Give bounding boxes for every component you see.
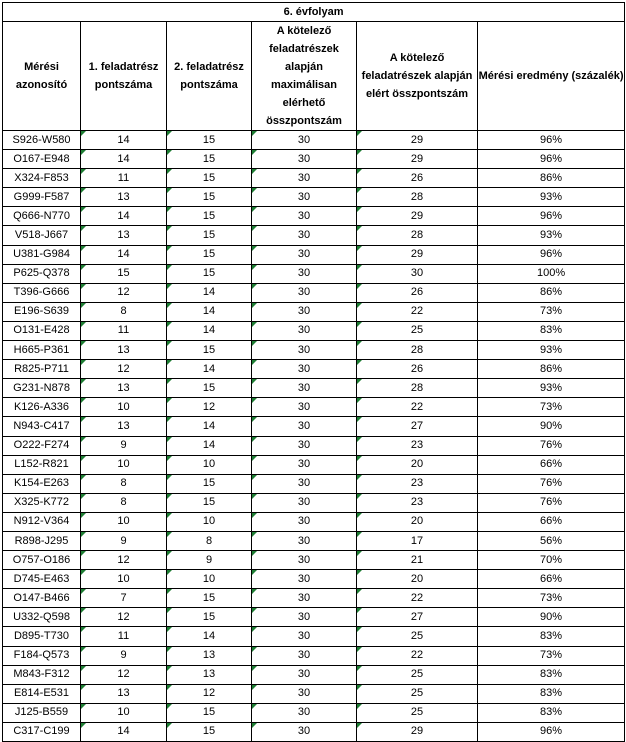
measurement-id-cell[interactable]: K154-E263: [3, 474, 81, 493]
achieved-score-cell[interactable]: 29: [357, 722, 478, 741]
measurement-id-cell[interactable]: D895-T730: [3, 627, 81, 646]
table-row[interactable]: [3, 589, 625, 608]
part2-score-cell[interactable]: 15: [167, 150, 252, 169]
part2-score-cell[interactable]: 8: [167, 531, 252, 550]
part1-score-cell[interactable]: 10: [81, 398, 167, 417]
table-row[interactable]: [3, 455, 625, 474]
achieved-score-cell[interactable]: 28: [357, 341, 478, 360]
achieved-score-cell[interactable]: 29: [357, 150, 478, 169]
achieved-score-cell[interactable]: 21: [357, 551, 478, 570]
result-percent-cell[interactable]: 86%: [478, 360, 625, 379]
part1-score-cell[interactable]: 10: [81, 703, 167, 722]
title-row: [3, 3, 625, 22]
part2-score-cell[interactable]: 13: [167, 665, 252, 684]
result-percent-cell[interactable]: 90%: [478, 417, 625, 436]
part2-score-cell[interactable]: 14: [167, 302, 252, 321]
part2-score-cell[interactable]: 10: [167, 512, 252, 531]
result-percent-cell[interactable]: 86%: [478, 169, 625, 188]
part2-score-cell[interactable]: 15: [167, 608, 252, 627]
measurement-id-cell[interactable]: U332-Q598: [3, 608, 81, 627]
part2-score-cell[interactable]: 15: [167, 474, 252, 493]
result-percent-cell[interactable]: 93%: [478, 226, 625, 245]
table-row[interactable]: [3, 226, 625, 245]
table-body: [3, 131, 625, 742]
achieved-score-cell[interactable]: 22: [357, 646, 478, 665]
measurement-id-cell[interactable]: X324-F853: [3, 169, 81, 188]
part2-score-cell[interactable]: 12: [167, 398, 252, 417]
table-row[interactable]: [3, 283, 625, 302]
table-row[interactable]: [3, 417, 625, 436]
table-row[interactable]: [3, 608, 625, 627]
table-row[interactable]: [3, 360, 625, 379]
part1-score-cell[interactable]: 14: [81, 722, 167, 741]
part1-score-cell[interactable]: 13: [81, 341, 167, 360]
header-row: [3, 22, 625, 131]
part1-score-cell[interactable]: 13: [81, 379, 167, 398]
measurement-id-cell[interactable]: K126-A336: [3, 398, 81, 417]
part2-score-cell[interactable]: 15: [167, 226, 252, 245]
part2-score-cell[interactable]: 14: [167, 436, 252, 455]
measurement-id-cell[interactable]: T396-G666: [3, 283, 81, 302]
measurement-id-cell[interactable]: E814-E531: [3, 684, 81, 703]
measurement-id-cell[interactable]: J125-B559: [3, 703, 81, 722]
measurement-id-cell[interactable]: R898-J295: [3, 531, 81, 550]
part1-score-cell[interactable]: 12: [81, 608, 167, 627]
max-score-cell[interactable]: 30: [252, 417, 357, 436]
max-score-cell[interactable]: 30: [252, 665, 357, 684]
table-row[interactable]: [3, 150, 625, 169]
part2-score-cell[interactable]: 14: [167, 283, 252, 302]
achieved-score-cell[interactable]: 28: [357, 188, 478, 207]
measurement-id-cell[interactable]: O757-O186: [3, 551, 81, 570]
result-percent-cell[interactable]: 96%: [478, 722, 625, 741]
part2-score-cell[interactable]: 15: [167, 131, 252, 150]
table-row[interactable]: [3, 207, 625, 226]
achieved-score-cell[interactable]: 25: [357, 684, 478, 703]
max-score-cell[interactable]: 30: [252, 703, 357, 722]
result-percent-cell[interactable]: 83%: [478, 321, 625, 340]
measurement-id-cell[interactable]: D745-E463: [3, 570, 81, 589]
header-measurement-id: Mérési azonosító: [3, 22, 81, 131]
part1-score-cell[interactable]: 10: [81, 455, 167, 474]
measurement-id-cell[interactable]: G999-F587: [3, 188, 81, 207]
table-row[interactable]: [3, 493, 625, 512]
part1-score-cell[interactable]: 10: [81, 570, 167, 589]
header-achieved-score: A kötelező feladatrészek alapján elért összpontszám: [357, 22, 478, 131]
max-score-cell[interactable]: 30: [252, 321, 357, 340]
part2-score-cell[interactable]: 15: [167, 169, 252, 188]
result-percent-cell[interactable]: 83%: [478, 703, 625, 722]
part2-score-cell[interactable]: 13: [167, 646, 252, 665]
result-percent-cell[interactable]: 73%: [478, 398, 625, 417]
table-row[interactable]: [3, 379, 625, 398]
part1-score-cell[interactable]: 8: [81, 493, 167, 512]
table-row[interactable]: [3, 302, 625, 321]
achieved-score-cell[interactable]: 20: [357, 512, 478, 531]
measurement-id-cell[interactable]: N943-C417: [3, 417, 81, 436]
table-row[interactable]: [3, 169, 625, 188]
measurement-id-cell[interactable]: O131-E428: [3, 321, 81, 340]
part1-score-cell[interactable]: 13: [81, 684, 167, 703]
part2-score-cell[interactable]: 15: [167, 207, 252, 226]
part2-score-cell[interactable]: 15: [167, 722, 252, 741]
grade-title: 6. évfolyam: [3, 3, 625, 22]
achieved-score-cell[interactable]: 28: [357, 226, 478, 245]
max-score-cell[interactable]: 30: [252, 283, 357, 302]
measurement-id-cell[interactable]: L152-R821: [3, 455, 81, 474]
achieved-score-cell[interactable]: 29: [357, 245, 478, 264]
part1-score-cell[interactable]: 14: [81, 131, 167, 150]
measurement-id-cell[interactable]: G231-N878: [3, 379, 81, 398]
achieved-score-cell[interactable]: 26: [357, 169, 478, 188]
max-score-cell[interactable]: 30: [252, 302, 357, 321]
part1-score-cell[interactable]: 12: [81, 551, 167, 570]
part2-score-cell[interactable]: 14: [167, 321, 252, 340]
part1-score-cell[interactable]: 8: [81, 474, 167, 493]
max-score-cell[interactable]: 30: [252, 207, 357, 226]
result-percent-cell[interactable]: 96%: [478, 207, 625, 226]
table-row[interactable]: [3, 570, 625, 589]
part1-score-cell[interactable]: 14: [81, 245, 167, 264]
part1-score-cell[interactable]: 14: [81, 207, 167, 226]
achieved-score-cell[interactable]: 22: [357, 302, 478, 321]
part2-score-cell[interactable]: 15: [167, 245, 252, 264]
table-row[interactable]: [3, 188, 625, 207]
measurement-id-cell[interactable]: X325-K772: [3, 493, 81, 512]
part2-score-cell[interactable]: 14: [167, 417, 252, 436]
max-score-cell[interactable]: 30: [252, 722, 357, 741]
result-percent-cell[interactable]: 56%: [478, 531, 625, 550]
max-score-cell[interactable]: 30: [252, 570, 357, 589]
achieved-score-cell[interactable]: 29: [357, 207, 478, 226]
table-row[interactable]: [3, 131, 625, 150]
part2-score-cell[interactable]: 15: [167, 589, 252, 608]
measurement-id-cell[interactable]: H665-P361: [3, 341, 81, 360]
result-percent-cell[interactable]: 90%: [478, 608, 625, 627]
result-percent-cell[interactable]: 66%: [478, 455, 625, 474]
achieved-score-cell[interactable]: 29: [357, 131, 478, 150]
part1-score-cell[interactable]: 13: [81, 226, 167, 245]
achieved-score-cell[interactable]: 22: [357, 589, 478, 608]
part1-score-cell[interactable]: 7: [81, 589, 167, 608]
measurement-id-cell[interactable]: C317-C199: [3, 722, 81, 741]
max-score-cell[interactable]: 30: [252, 455, 357, 474]
table-row[interactable]: [3, 264, 625, 283]
max-score-cell[interactable]: 30: [252, 551, 357, 570]
result-percent-cell[interactable]: 96%: [478, 245, 625, 264]
max-score-cell[interactable]: 30: [252, 684, 357, 703]
max-score-cell[interactable]: 30: [252, 493, 357, 512]
table-row[interactable]: [3, 512, 625, 531]
part1-score-cell[interactable]: 13: [81, 188, 167, 207]
result-percent-cell[interactable]: 76%: [478, 474, 625, 493]
measurement-id-cell[interactable]: Q666-N770: [3, 207, 81, 226]
part1-score-cell[interactable]: 13: [81, 417, 167, 436]
max-score-cell[interactable]: 30: [252, 379, 357, 398]
max-score-cell[interactable]: 30: [252, 131, 357, 150]
result-percent-cell[interactable]: 70%: [478, 551, 625, 570]
measurement-id-cell[interactable]: N912-V364: [3, 512, 81, 531]
part1-score-cell[interactable]: 12: [81, 360, 167, 379]
measurement-id-cell[interactable]: O147-B466: [3, 589, 81, 608]
result-percent-cell[interactable]: 76%: [478, 436, 625, 455]
max-score-cell[interactable]: 30: [252, 360, 357, 379]
header-result-percent: Mérési eredmény (százalék): [478, 22, 625, 131]
max-score-cell[interactable]: 30: [252, 398, 357, 417]
result-percent-cell[interactable]: 73%: [478, 646, 625, 665]
part1-score-cell[interactable]: 12: [81, 283, 167, 302]
achieved-score-cell[interactable]: 28: [357, 379, 478, 398]
part2-score-cell[interactable]: 15: [167, 703, 252, 722]
table-row[interactable]: [3, 722, 625, 741]
measurement-id-cell[interactable]: S926-W580: [3, 131, 81, 150]
results-table: [2, 2, 625, 742]
table-row[interactable]: [3, 627, 625, 646]
result-percent-cell[interactable]: 93%: [478, 379, 625, 398]
result-percent-cell[interactable]: 86%: [478, 283, 625, 302]
result-percent-cell[interactable]: 83%: [478, 627, 625, 646]
achieved-score-cell[interactable]: 23: [357, 436, 478, 455]
part2-score-cell[interactable]: 14: [167, 627, 252, 646]
result-percent-cell[interactable]: 96%: [478, 131, 625, 150]
measurement-id-cell[interactable]: U381-G984: [3, 245, 81, 264]
part2-score-cell[interactable]: 10: [167, 455, 252, 474]
part1-score-cell[interactable]: 11: [81, 169, 167, 188]
max-score-cell[interactable]: 30: [252, 646, 357, 665]
table-row[interactable]: [3, 531, 625, 550]
max-score-cell[interactable]: 30: [252, 474, 357, 493]
measurement-id-cell[interactable]: O167-E948: [3, 150, 81, 169]
part2-score-cell[interactable]: 14: [167, 360, 252, 379]
result-percent-cell[interactable]: 83%: [478, 665, 625, 684]
max-score-cell[interactable]: 30: [252, 169, 357, 188]
measurement-id-cell[interactable]: O222-F274: [3, 436, 81, 455]
achieved-score-cell[interactable]: 25: [357, 703, 478, 722]
part1-score-cell[interactable]: 11: [81, 321, 167, 340]
table-row[interactable]: [3, 703, 625, 722]
part1-score-cell[interactable]: 12: [81, 665, 167, 684]
achieved-score-cell[interactable]: 25: [357, 665, 478, 684]
part2-score-cell[interactable]: 15: [167, 379, 252, 398]
result-percent-cell[interactable]: 66%: [478, 570, 625, 589]
table-row[interactable]: [3, 474, 625, 493]
part1-score-cell[interactable]: 10: [81, 512, 167, 531]
achieved-score-cell[interactable]: 20: [357, 455, 478, 474]
achieved-score-cell[interactable]: 20: [357, 570, 478, 589]
part2-score-cell[interactable]: 15: [167, 188, 252, 207]
achieved-score-cell[interactable]: 25: [357, 627, 478, 646]
achieved-score-cell[interactable]: 22: [357, 398, 478, 417]
table-row[interactable]: [3, 436, 625, 455]
result-percent-cell[interactable]: 83%: [478, 684, 625, 703]
table-row[interactable]: [3, 245, 625, 264]
part2-score-cell[interactable]: 10: [167, 570, 252, 589]
part2-score-cell[interactable]: 15: [167, 341, 252, 360]
achieved-score-cell[interactable]: 26: [357, 283, 478, 302]
achieved-score-cell[interactable]: 26: [357, 360, 478, 379]
max-score-cell[interactable]: 30: [252, 150, 357, 169]
achieved-score-cell[interactable]: 30: [357, 264, 478, 283]
result-percent-cell[interactable]: 96%: [478, 150, 625, 169]
max-score-cell[interactable]: 30: [252, 608, 357, 627]
part1-score-cell[interactable]: 14: [81, 150, 167, 169]
achieved-score-cell[interactable]: 23: [357, 493, 478, 512]
max-score-cell[interactable]: 30: [252, 436, 357, 455]
measurement-id-cell[interactable]: R825-P711: [3, 360, 81, 379]
part2-score-cell[interactable]: 15: [167, 264, 252, 283]
achieved-score-cell[interactable]: 25: [357, 321, 478, 340]
header-part1-score: 1. feladatrész pontszáma: [81, 22, 167, 131]
part1-score-cell[interactable]: 9: [81, 436, 167, 455]
table-row[interactable]: [3, 321, 625, 340]
result-percent-cell[interactable]: 66%: [478, 512, 625, 531]
part1-score-cell[interactable]: 9: [81, 646, 167, 665]
max-score-cell[interactable]: 30: [252, 264, 357, 283]
achieved-score-cell[interactable]: 23: [357, 474, 478, 493]
result-percent-cell[interactable]: 73%: [478, 302, 625, 321]
part1-score-cell[interactable]: 15: [81, 264, 167, 283]
result-percent-cell[interactable]: 100%: [478, 264, 625, 283]
max-score-cell[interactable]: 30: [252, 512, 357, 531]
table-row[interactable]: [3, 646, 625, 665]
max-score-cell[interactable]: 30: [252, 226, 357, 245]
max-score-cell[interactable]: 30: [252, 531, 357, 550]
achieved-score-cell[interactable]: 17: [357, 531, 478, 550]
achieved-score-cell[interactable]: 27: [357, 608, 478, 627]
table-row[interactable]: [3, 398, 625, 417]
table-row[interactable]: [3, 665, 625, 684]
measurement-id-cell[interactable]: M843-F312: [3, 665, 81, 684]
part2-score-cell[interactable]: 12: [167, 684, 252, 703]
achieved-score-cell[interactable]: 27: [357, 417, 478, 436]
max-score-cell[interactable]: 30: [252, 627, 357, 646]
measurement-id-cell[interactable]: F184-Q573: [3, 646, 81, 665]
measurement-id-cell[interactable]: P625-Q378: [3, 264, 81, 283]
max-score-cell[interactable]: 30: [252, 245, 357, 264]
result-percent-cell[interactable]: 73%: [478, 589, 625, 608]
header-part2-score: 2. feladatrész pontszáma: [167, 22, 252, 131]
max-score-cell[interactable]: 30: [252, 188, 357, 207]
table-row[interactable]: [3, 684, 625, 703]
result-percent-cell[interactable]: 93%: [478, 188, 625, 207]
part2-score-cell[interactable]: 9: [167, 551, 252, 570]
part1-score-cell[interactable]: 11: [81, 627, 167, 646]
max-score-cell[interactable]: 30: [252, 589, 357, 608]
part2-score-cell[interactable]: 15: [167, 493, 252, 512]
result-percent-cell[interactable]: 93%: [478, 341, 625, 360]
part1-score-cell[interactable]: 8: [81, 302, 167, 321]
measurement-id-cell[interactable]: E196-S639: [3, 302, 81, 321]
result-percent-cell[interactable]: 76%: [478, 493, 625, 512]
header-max-score: A kötelező feladatrészek alapján maximálisan elérhető összpontszám: [252, 22, 357, 131]
measurement-id-cell[interactable]: V518-J667: [3, 226, 81, 245]
table-row[interactable]: [3, 551, 625, 570]
part1-score-cell[interactable]: 9: [81, 531, 167, 550]
max-score-cell[interactable]: 30: [252, 341, 357, 360]
table-row[interactable]: [3, 341, 625, 360]
